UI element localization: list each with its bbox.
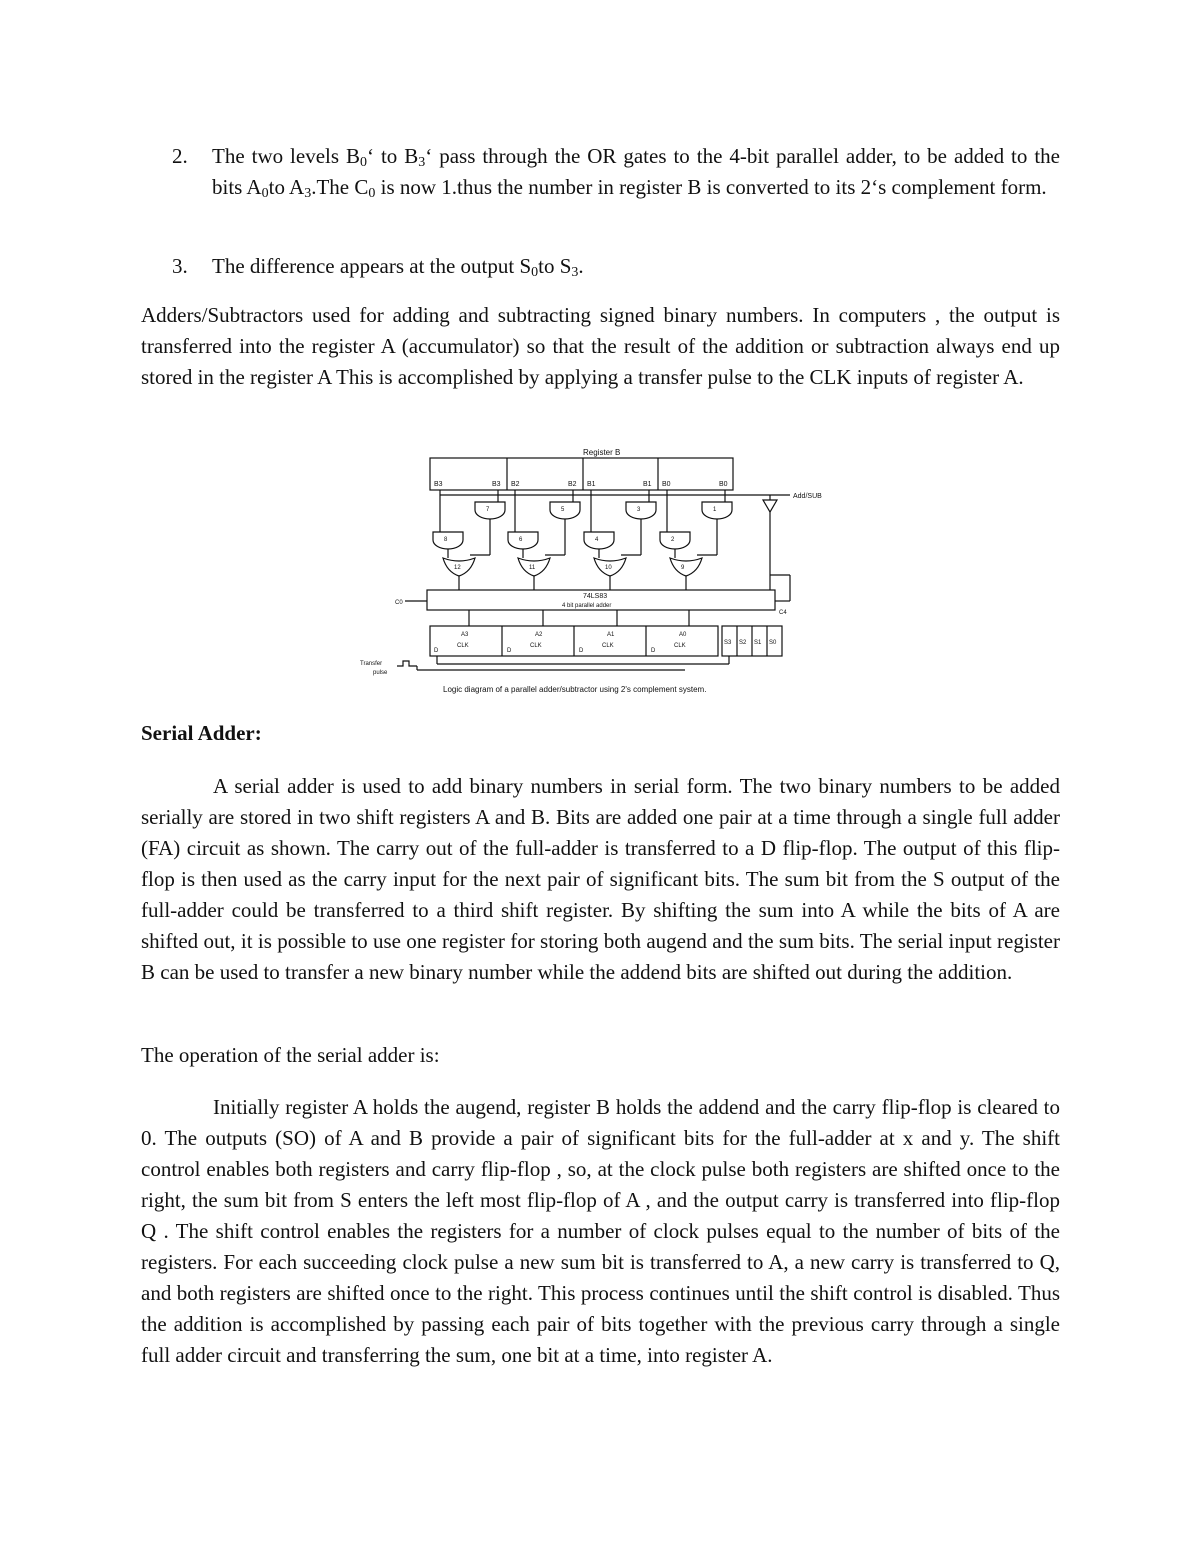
gate-number: 12: [454, 565, 461, 571]
gate-column-2: [508, 490, 580, 590]
adder-subtitle: 4 bit parallel adder: [562, 603, 612, 609]
s-label: S0: [769, 640, 777, 646]
inverter-gate: [763, 500, 777, 512]
list-item-2: [172, 141, 1060, 203]
gate-number: 7: [486, 507, 490, 513]
b-label: B3: [492, 481, 501, 488]
and-gate: [508, 532, 538, 549]
gate-number: 1: [713, 507, 717, 513]
register-b-box: [430, 458, 733, 490]
list-text: The difference appears at the output $S_0to$ $S_3$.: [212, 254, 584, 280]
d-label: D: [651, 648, 656, 654]
carry-in-label: C0: [395, 600, 403, 606]
paragraph-operation-detail: Initially register A holds the augend, register B holds the addend and the carry flip-flop is cleared to 0. The outputs (SO) of A and B provide a pair of significant bits for the full-adder at x and y. The shift control enables both registers and carry flip-flop , so, at the clock pulse both registers are shifted once to the right, the sum bit from S enters the left most flip-flop of A , and the output carry is transferred into flip-flop Q . The shift control enables the registers for a number of clock pulses equal to the number of bits of the registers. For each succeeding clock pulse a new sum bit is transferred to A, a new carry is transferred to Q, and both registers are shifted once to the right. This process continues until the shift control is disabled. Thus the addition is accomplished by passing each pair of bits together with the previous carry through a single full adder circuit and transferring the sum, one bit at a time, into register A.: [141, 1095, 1060, 1367]
gate-number: 8: [444, 537, 448, 543]
gate-number: 5: [561, 507, 565, 513]
and-gate: [433, 532, 463, 549]
and-gate: [475, 502, 505, 519]
and-gate: [660, 532, 690, 549]
add-sub-label: Add/SUB: [793, 493, 822, 500]
s-label: S1: [754, 640, 762, 646]
list-text: The two levels $B_0‘$ to $B_3‘$ pass through the OR gates to the 4-bit parallel adder, to be added to the bits $A_0to$ $A_3.The$ $C_0$ is now 1.thus the number in register B is converted to its 2‘s complement form.: [212, 144, 1061, 201]
paragraph-adders-subtractors: Adders/Subtractors used for adding and subtracting signed binary numbers. In computers , the output is transferred into the register A (accumulator) so that the result of the addition or subtraction always end up stored in the register A This is accomplished by applying a transfer pulse to the CLK inputs of register A.: [141, 303, 1060, 389]
clk-label: CLK: [602, 643, 614, 649]
b-label: B0: [719, 481, 728, 488]
section-heading-serial-adder: Serial Adder:: [141, 721, 262, 745]
gate-number: 6: [519, 537, 523, 543]
carry-out-label: C4: [779, 610, 787, 616]
parallel-adder-subtractor-diagram: [355, 440, 845, 706]
gate-column-0: [660, 490, 732, 590]
gate-number: 10: [605, 565, 612, 571]
register-b-label: Register B: [583, 448, 621, 457]
clk-label: CLK: [674, 643, 686, 649]
gate-number: 3: [637, 507, 641, 513]
b-label: B3: [434, 481, 443, 488]
d-label: D: [579, 648, 584, 654]
gate-number: 4: [595, 537, 599, 543]
and-gate: [584, 532, 614, 549]
s-label: S2: [739, 640, 747, 646]
paragraph-serial-adder: A serial adder is used to add binary numbers in serial form. The two binary numbers to be added serially are stored in two shift registers A and B. Bits are added one pair at a time through a single full adder (FA) circuit as shown. The carry out of the full-adder is transferred to a D flip-flop. The output of this flip-flop is then used as the carry input for the next pair of significant bits. The sum bit from the S output of the full-adder could be transferred to a third shift register. By shifting the sum into A while the bits of A are shifted out, it is possible to use one register for storing both augend and the sum bits. The serial input register B can be used to transfer a new binary number while the addend bits are shifted out during the addition.: [141, 774, 1060, 984]
a-label: A3: [461, 632, 469, 638]
pulse-label: pulse: [373, 670, 388, 676]
clk-label: CLK: [457, 643, 469, 649]
pulse-symbol: [397, 661, 417, 666]
b-label: B2: [568, 481, 577, 488]
b-label: B1: [643, 481, 652, 488]
b-label: B0: [662, 481, 671, 488]
a-label: A2: [535, 632, 543, 638]
s-label: S3: [724, 640, 732, 646]
and-gate: [550, 502, 580, 519]
a-label: A0: [679, 632, 687, 638]
gate-number: 9: [681, 565, 685, 571]
and-gate: [626, 502, 656, 519]
a-label: A1: [607, 632, 615, 638]
list-number: 3.: [172, 254, 188, 278]
b-label: B1: [587, 481, 596, 488]
gate-column-3: [433, 490, 505, 590]
gate-column-1: [584, 490, 656, 590]
transfer-label: Transfer: [360, 661, 383, 667]
clk-label: CLK: [530, 643, 542, 649]
gate-number: 2: [671, 537, 675, 543]
list-item-3: [172, 251, 1060, 282]
d-label: D: [507, 648, 512, 654]
list-number: 2.: [172, 144, 188, 168]
d-label: D: [434, 648, 439, 654]
b-label: B2: [511, 481, 520, 488]
or-gate: [670, 558, 702, 576]
gate-number: 11: [529, 565, 536, 571]
diagram-caption: Logic diagram of a parallel adder/subtractor using 2's complement system.: [443, 685, 707, 694]
and-gate: [702, 502, 732, 519]
paragraph-operation-intro: The operation of the serial adder is:: [141, 1043, 440, 1067]
adder-chip-label: 74LS83: [583, 593, 608, 600]
